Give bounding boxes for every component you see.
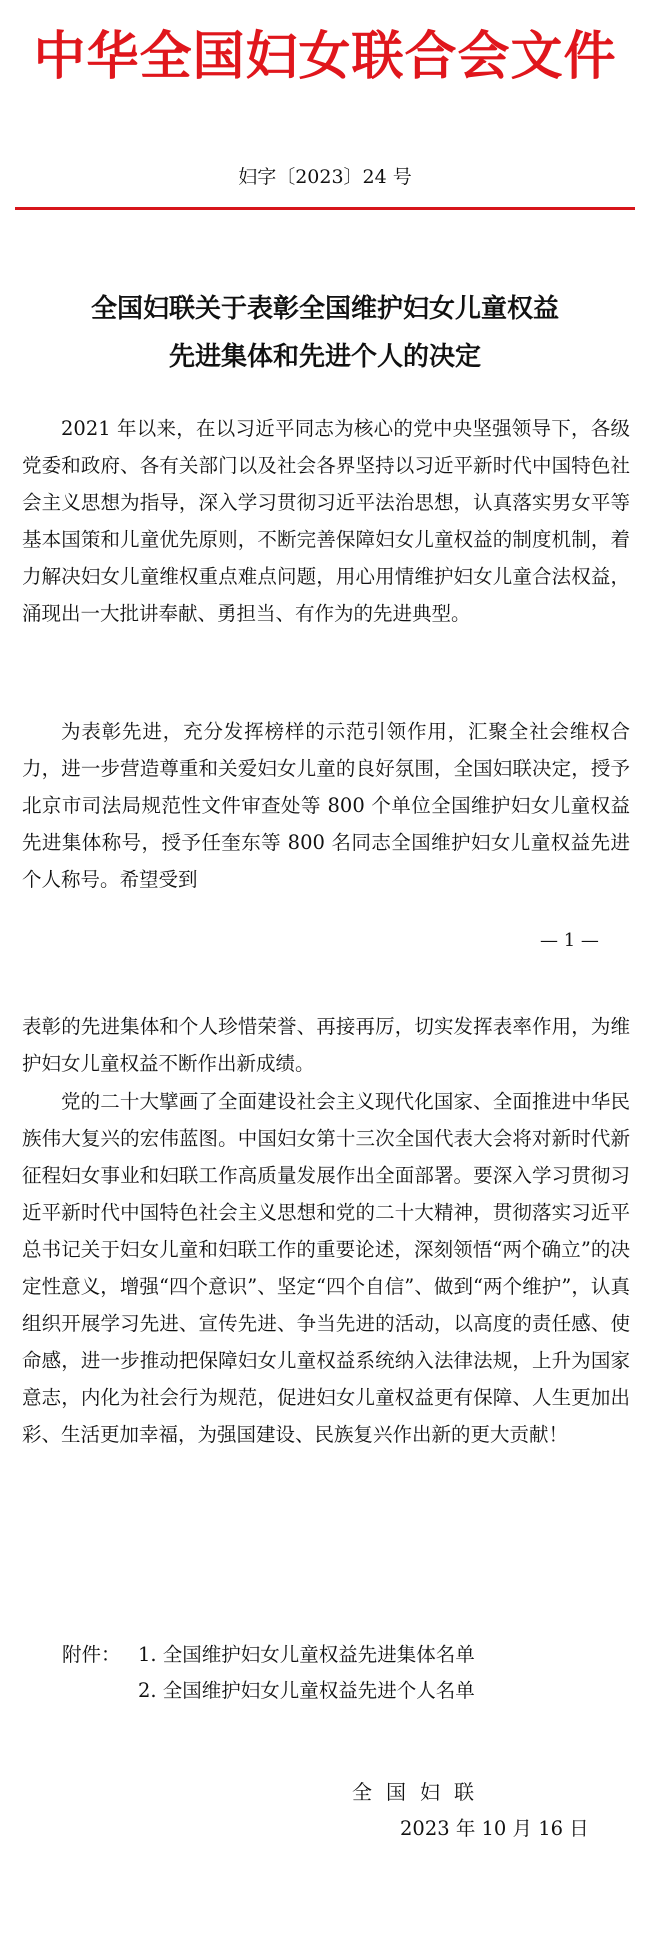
title-line-1: 全国妇联关于表彰全国维护妇女儿童权益: [90, 294, 559, 324]
document-title: [0, 285, 650, 381]
document-number: 妇字〔2023〕24 号: [238, 166, 412, 188]
paragraph-2: 为表彰先进，充分发挥榜样的示范引领作用，汇聚全社会维权合力，进一步营造尊重和关爱妇女儿童的良好氛围，全国妇联决定，授予北京市司法局规范性文件审查处等 800 个单位全国维护妇女儿童权益先进集体称号，授予任奎东等 800 名同志全国维护妇女儿童权益先进个人称号。希望受到: [22, 720, 630, 891]
page-number: — 1 —: [540, 930, 599, 951]
attachments-label: 附件：: [62, 1643, 121, 1666]
paragraph-1: 2021 年以来，在以习近平同志为核心的党中央坚强领导下，各级党委和政府、各有关部门以及社会各界坚持以习近平新时代中国特色社会主义思想为指导，深入学习贯彻习近平法治思想，认真落实男女平等基本国策和儿童优先原则，不断完善保障妇女儿童权益的制度机制，着力解决妇女儿童维权重点难点问题，用心用情维护妇女儿童合法权益，涌现出一大批讲奉献、勇担当、有作为的先进典型。: [22, 417, 630, 625]
red-separator-rule: [15, 207, 635, 210]
signature-organization: 全国妇联: [352, 1780, 488, 1804]
attachment-item-1: 1. 全国维护妇女儿童权益先进集体名单: [138, 1643, 475, 1666]
attachment-item-2: 2. 全国维护妇女儿童权益先进个人名单: [138, 1679, 475, 1702]
paragraph-2-continued: 表彰的先进集体和个人珍惜荣誉、再接再厉，切实发挥表率作用，为维护妇女儿童权益不断作出新成绩。: [22, 1015, 630, 1075]
paragraph-3: 党的二十大擘画了全面建设社会主义现代化国家、全面推进中华民族伟大复兴的宏伟蓝图。中国妇女第十三次全国代表大会将对新时代新征程妇女事业和妇联工作高质量发展作出全面部署。要深入学习贯彻习近平新时代中国特色社会主义思想和党的二十大精神，贯彻落实习近平总书记关于妇女儿童和妇联工作的重要论述，深刻领悟“两个确立”的决定性意义，增强“四个意识”、坚定“四个自信”、做到“两个维护”，认真组织开展学习先进、宣传先进、争当先进的活动，以高度的责任感、使命感，进一步推动把保障妇女儿童权益系统纳入法律法规，上升为国家意志，内化为社会行为规范，促进妇女儿童权益更有保障、人生更加出彩、生活更加幸福，为强国建设、民族复兴作出新的更大贡献！: [22, 1090, 630, 1446]
title-line-2: 先进集体和先进个人的决定: [168, 342, 481, 372]
document-header-title: 中华全国妇女联合会文件: [33, 27, 617, 87]
signature-date: 2023 年 10 月 16 日: [400, 1817, 589, 1840]
